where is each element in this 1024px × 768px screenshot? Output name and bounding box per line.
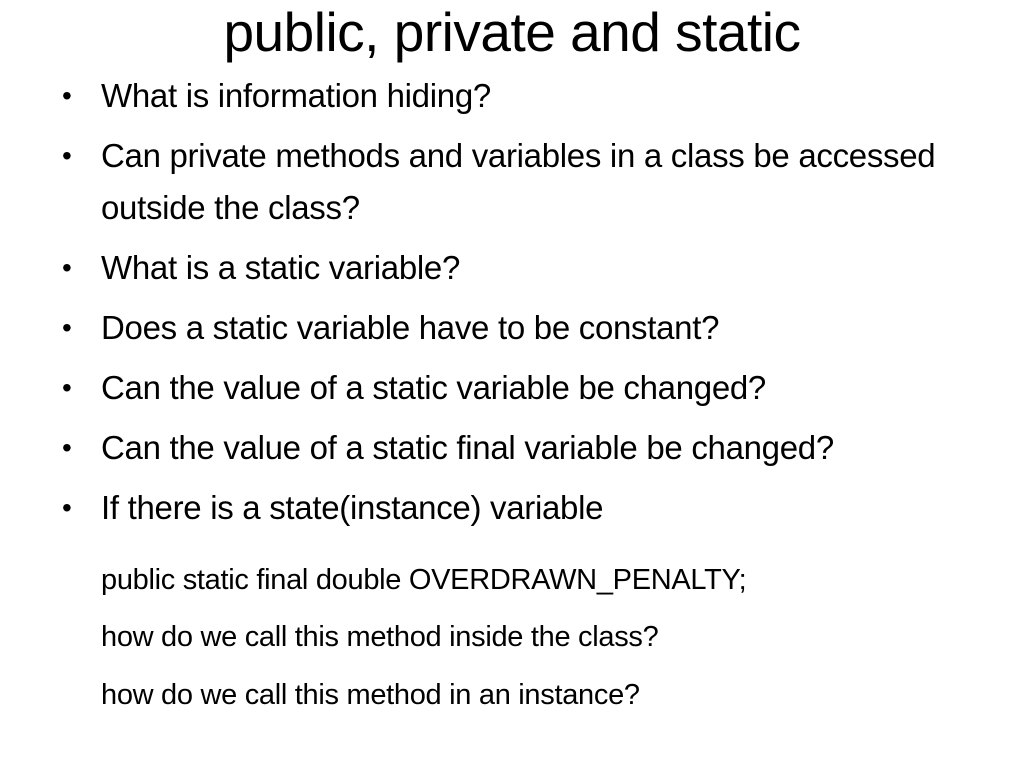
sub-question: how do we call this method inside the class? [101,621,659,653]
bullet-text: Can the value of a static variable be changed? [101,369,766,406]
bullet-item [58,302,998,354]
bullet-text: Can private methods and variables in a class be accessed outside the class? [101,137,936,226]
bullet-list [58,70,998,542]
bullet-item [58,242,998,294]
bullet-icon: • [62,80,72,111]
bullet-text: Can the value of a static final variable be changed? [101,429,834,466]
sub-question: how do we call this method in an instance? [101,679,640,711]
bullet-icon: • [62,252,72,283]
bullet-icon: • [62,492,72,523]
bullet-text: What is information hiding? [101,77,491,114]
bullet-icon: • [62,140,72,171]
bullet-item [58,70,998,122]
bullet-item [58,130,998,234]
bullet-item [58,422,998,474]
bullet-item [58,482,998,534]
bullet-item [58,362,998,414]
bullet-text: If there is a state(instance) variable [101,489,604,526]
bullet-icon: • [62,432,72,463]
slide-title: public, private and static [223,1,801,63]
code-line: public static final double OVERDRAWN_PENALTY; [101,564,747,596]
bullet-text: Does a static variable have to be constant? [101,309,720,346]
bullet-icon: • [62,312,72,343]
bullet-icon: • [62,372,72,403]
bullet-text: What is a static variable? [101,249,461,286]
